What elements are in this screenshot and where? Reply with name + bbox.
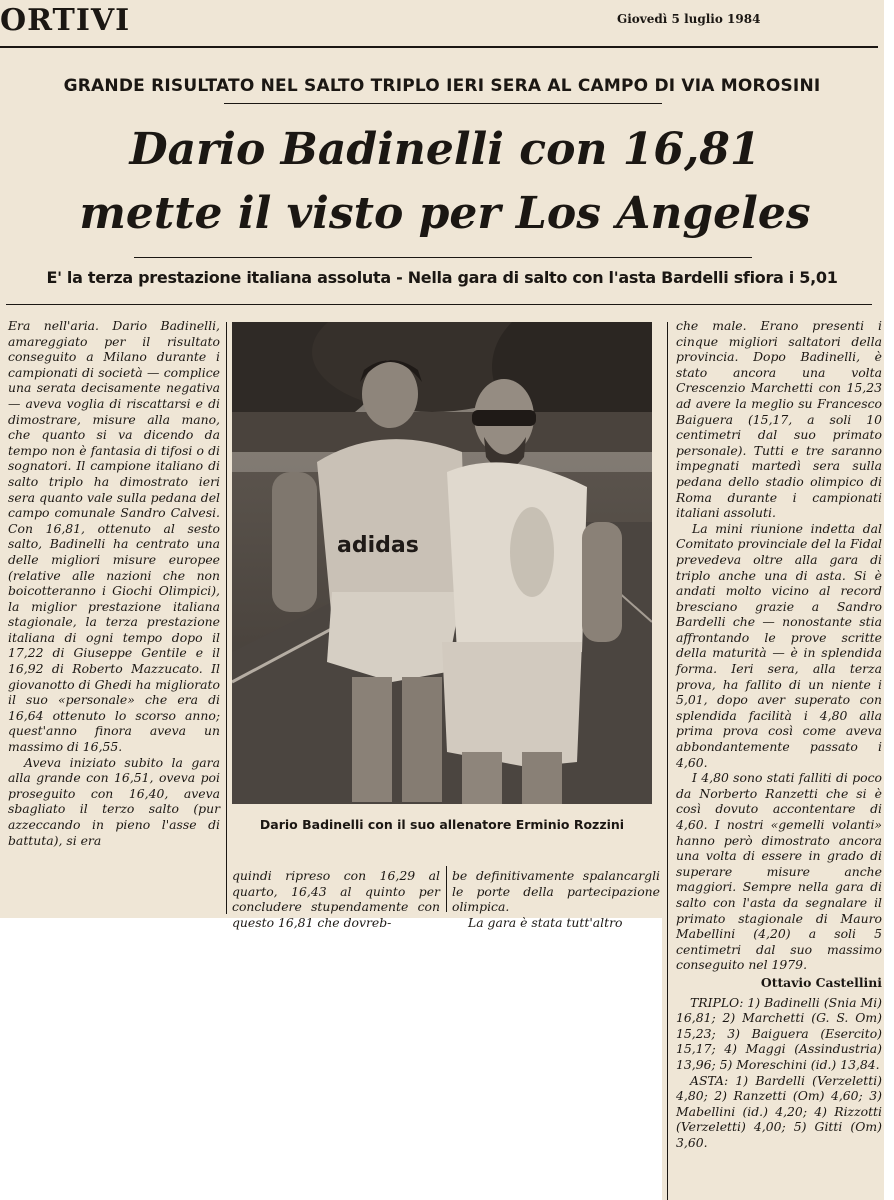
deck-rule [6,304,872,305]
background-margin-right [884,0,894,1200]
paragraph: Era nell'aria. Dario Badinelli, amareggiato per il risultato conseguito a Milano durante i campionati di società — complice una serata decisamente negativa — aveva voglia di riscattarsi e di dimostrare, misure alla mano, che quanto si va dicendo da tempo non è fantasia di tifosi o di sognatori. Il campione italiano di salto triplo ha dimostrato ieri sera quanto vale sulla pedana del campo comunale Sandro Calvesi. Con 16,81, ottenuto al sesto salto, Badinelli ha centrato una delle migliori misure europee (relative alle nazioni che non boicotteranno i Giochi Olimpici), la miglior prestazione italiana stagionale, la terza prestazione italiana di ogni tempo dopo il 17,22 di Giuseppe Gentile e il 16,92 di Roberto Mazzucato. Il giovanotto di Ghedi ha migliorato il suo «personale» che era di 16,64 ottenuto lo scorso anno; quest'anno finora aveva un massimo di 16,55. [8,318,220,755]
results-triplo: TRIPLO: 1) Badinelli (Snia Mi) 16,81; 2) Marchetti (G. S. Om) 15,23; 3) Baiguera (Esercito) 15,17; 4) Maggi (Assindustria) 13,96; 5) Moreschini (id.) 13,84. [676,994,882,1072]
paragraph: La gara è stata tutt'altro [468,914,623,930]
headline-line-2: mette il visto per Los Angeles [79,188,811,239]
paragraph: che male. Erano presenti i cinque migliori saltatori della provincia. Dopo Badinelli, è stato ancora una volta Crescenzio Marchetti con 15,23 ad avere la meglio su Francesco Baiguera (15,17, a soli 10 centimetri dal suo primato personale). Tutti e tre saranno impegnati martedì sera sulla pedana dello stadio olimpico di Roma durante i campionati italiani assoluti. [676,318,882,521]
background-margin [0,918,662,1200]
column-rule [446,866,447,912]
shirt-logo: adidas [337,533,419,558]
article-column-3 [452,868,660,930]
deck: E' la terza prestazione italiana assoluta - Nella gara di salto con l'asta Bardelli sfiora i 5,01 [46,268,838,287]
paragraph: be definitivamente spalancargli le porte della partecipazione olimpica. [452,868,660,915]
masthead-rule [0,46,878,48]
results-asta: ASTA: 1) Bardelli (Verzeletti) 4,80; 2) Ranzetti (Om) 4,60; 3) Mabellini (id.) 4,20; 4) Rizzotti (Verzeletti) 4,00; 5) Gitti (Om) 3,60. [676,1072,882,1150]
section-name: ORTIVI [0,3,131,38]
kicker: GRANDE RISULTATO NEL SALTO TRIPLO IERI SERA AL CAMPO DI VIA MOROSINI [63,76,821,96]
paragraph: La mini riunione indetta dal Comitato provinciale del la Fidal prevedeva oltre alla gara di triplo anche una di asta. Si è andati molto vicino al record bresciano grazie a Sandro Bardelli che — nonostante stia affrontando le prove scritte della maturità — è in splendida forma. Ieri sera, alla terza prova, ha fallito di un niente i 5,01, dopo aver superato con splendida facilità i 4,80 alla prima prova così come aveva abbondantemente passato i 4,60. [676,520,882,770]
article-column-2 [232,868,440,930]
article-column-1 [8,318,220,848]
photo [232,322,652,804]
results [676,995,882,1151]
byline: Ottavio Castellini [760,974,882,990]
athletes-photo [232,322,652,804]
paragraph: quindi ripreso con 16,29 al quarto, 16,43 al quinto per concludere stupendamente con questo 16,81 che dovreb- [232,868,440,930]
paragraph: I 4,80 sono stati falliti di poco da Norberto Ranzetti che si è così dovuto accontentare di 4,60. I nostri «gemelli volanti» hanno però dimostrato ancora una volta di essere in grado di superare misure anche maggiori. Sempre nella gara di salto con l'asta da segnalare il primato stagionale di Mauro Mabellini (4,20) a soli 5 centimetri dal suo massimo conseguito nel 1979. [676,770,882,973]
article-column-4 [676,318,882,1150]
headline-line-1: Dario Badinelli con 16,81 [129,124,761,175]
paragraph: Aveva iniziato subito la gara alla grande con 16,51, oveva poi proseguito con 16,40, aveva sbagliato il terzo salto (pur azzeccando in pieno l'asse di battuta), si era [8,754,220,848]
column-rule [226,322,227,914]
issue-date: Giovedì 5 luglio 1984 [617,12,761,26]
photo-caption: Dario Badinelli con il suo allenatore Erminio Rozzini [259,817,625,832]
column-rule [667,322,668,1200]
headline-rule [134,257,752,258]
kicker-rule [224,103,662,104]
